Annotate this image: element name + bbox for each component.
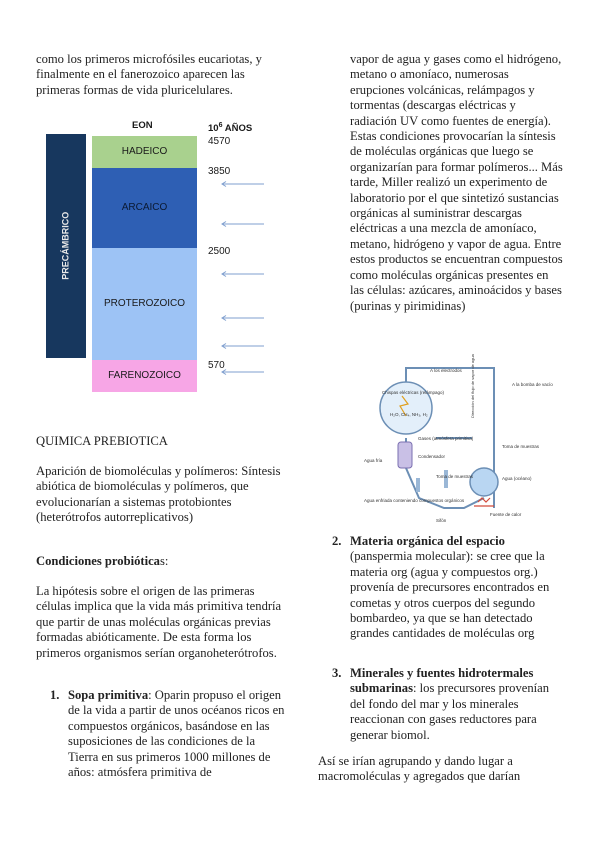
fig-label-trap: Sifón xyxy=(436,518,447,523)
age-label: 3850 xyxy=(208,166,231,177)
fig-label-flow: Dirección del flujo de vapor de agua xyxy=(470,354,475,418)
eon-header: EON xyxy=(132,120,153,131)
closing-paragraph: Así se irían agrupando y dando lugar a macromoléculas y agregados que darían xyxy=(318,754,521,784)
fig-label-heat: Fuente de calor xyxy=(490,512,522,517)
fig-label-gases: Gases (atmósfera primitiva) xyxy=(418,436,474,441)
precambrian-label: PRECÁMBRICO xyxy=(60,211,71,281)
fig-label-cooled-water: Agua enfriada conteniendo compuestos orgánicos xyxy=(364,498,465,503)
eon-chart xyxy=(40,110,300,400)
list-number: 3. xyxy=(332,666,342,680)
intro-paragraph: como los primeros microfósiles eucariotas, y finalmente en el fanerozoico aparecen las primeras formas de vida pluricelulares. xyxy=(36,52,262,97)
paragraph-biomolecules: Aparición de biomoléculas y polímeros: Síntesis abiótica de biomoléculas y polímeros, que evolucionarían a sistemas protobiontes (heterótrofos autorreplicativos) xyxy=(36,464,281,525)
boiling-flask xyxy=(470,468,498,496)
list-number: 1. xyxy=(50,688,60,702)
fig-label-sample-1: Toma de muestras xyxy=(436,474,474,479)
miller-experiment-figure xyxy=(344,354,553,526)
list-item-3-text: Minerales y fuentes hidrotermales submarinas: los precursores provenían del fondo del mar y los minerales reaccionan con gases reductores para generar biomol. xyxy=(350,666,550,742)
condenser xyxy=(398,442,412,468)
paragraph-continuation: vapor de agua y gases como el hidrógeno, metano o amoníaco, numerosas erupciones volcánicas, relámpagos y tormentas (descargas eléctricas y radiación UV como fuentes de energía). Estas condiciones provocarían la síntesis de moléculas orgánicas que luego se organizarían para formar polímeros... Más tarde, Miller realizó un experimento de laboratorio por el que sintetizó sustancias orgánicas al suministrar descargas eléctricas a una mezcla de amoníaco, metano, hidrógeno y vapor de agua. Entre estos productos se encuentran compuestos como moléculas orgánicas presentes en las células: azúcares, aminoácidos y bases (purinas y pirimidinas) xyxy=(350,52,563,313)
eon-hadeico: HADEICO xyxy=(92,136,197,168)
arrow-layer xyxy=(40,110,300,400)
fig-label-water-ocean: Agua (océano) xyxy=(502,476,532,481)
list-item-3 xyxy=(318,666,564,743)
fig-label-water-in: Agua fría xyxy=(364,458,383,463)
fig-label-condenser: Condensador xyxy=(418,454,446,459)
heading-chemistry: QUIMICA PREBIOTICA xyxy=(36,434,168,448)
list-item-2 xyxy=(318,534,564,642)
age-label: 4570 xyxy=(208,136,231,147)
eon-proterozoico: PROTEROZOICO xyxy=(92,248,197,360)
fig-label-electrodes: A los electrodos xyxy=(430,368,462,373)
list-item-1 xyxy=(36,688,288,780)
fig-label-spark: Chispas eléctricas (relámpago) xyxy=(382,390,445,395)
list-item-2-text: Materia orgánica del espacio (panspermia molecular): se cree que la materia org (agua y compuestos org.) provenía de precursores encontrados en cometas y otros cuerpos del segundo bombardeo, ya que se han detectado grandes cantidades de moléculas org xyxy=(350,534,550,641)
heading-conditions: Condiciones probióticas: xyxy=(36,554,169,568)
fig-label-gases-formula: H₂O, CH₄, NH₃, H₂ xyxy=(390,412,428,417)
age-label: 570 xyxy=(208,360,225,371)
eon-farenozoico: FARENOZOICO xyxy=(92,360,197,392)
list-number: 2. xyxy=(332,534,342,548)
list-item-1-text: Sopa primitiva: Oparin propuso el origen de la vida a partir de unos océanos ricos en compuestos orgánicos, basándose en las suposiciones de las condiciones de la Tierra en sus primeros 1000 millones de años: atmósfera primitiva de xyxy=(68,688,285,780)
eon-arcaico: ARCAICO xyxy=(92,168,197,248)
paragraph-hypothesis: La hipótesis sobre el origen de las primeras células implica que la vida más primitiva tendría que partir de unas moléculas orgánicas previas formadas abióticamente. De esta forma los primeros organismos serían organoheterótrofos. xyxy=(36,584,282,660)
fig-label-sample-2: Toma de muestras xyxy=(502,444,540,449)
age-label: 2500 xyxy=(208,246,231,257)
years-header: $10^6$ AÑOS xyxy=(208,122,253,135)
fig-label-pump: A la bomba de vacío xyxy=(512,382,553,387)
